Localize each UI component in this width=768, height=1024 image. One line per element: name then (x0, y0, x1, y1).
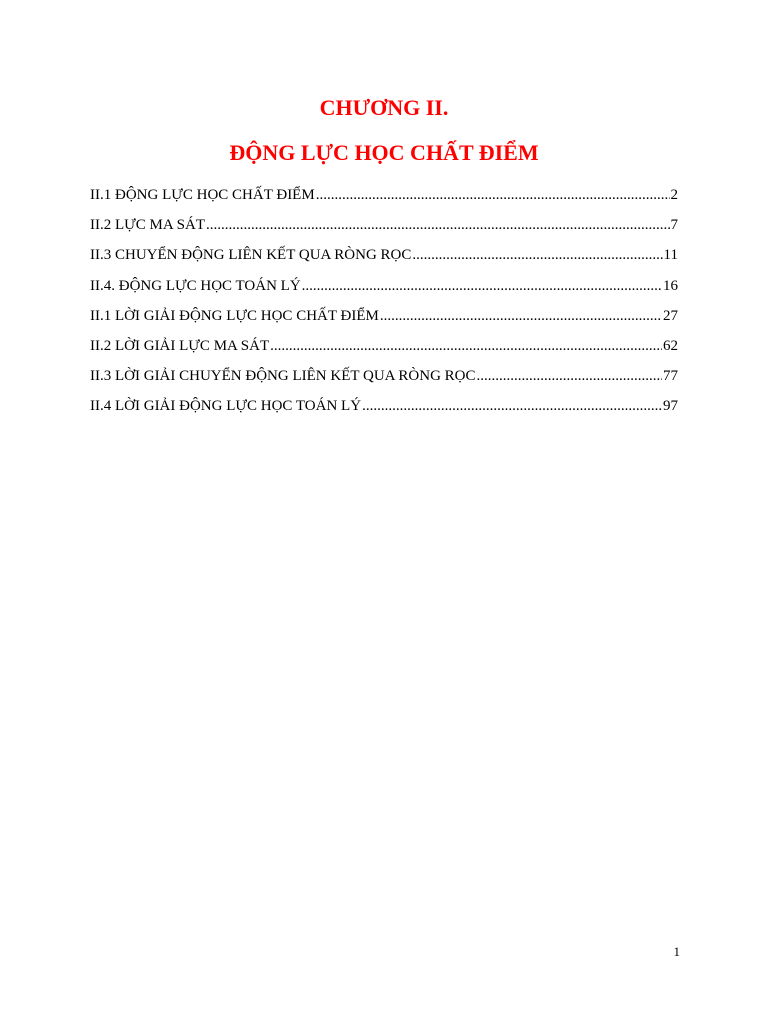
toc-entry-page: 62 (663, 337, 678, 354)
toc-entry-page: 97 (663, 398, 678, 415)
toc-dot-leader (270, 331, 662, 361)
toc-entry-page: 11 (663, 247, 678, 264)
toc-dot-leader (316, 180, 670, 210)
page-number: 1 (673, 944, 680, 959)
toc-dot-leader (362, 391, 662, 421)
toc-entry-page: 16 (663, 277, 678, 294)
chapter-title: ĐỘNG LỰC HỌC CHẤT ĐIỂM (229, 140, 539, 165)
toc-entry-page: 7 (670, 217, 678, 234)
toc-entry-title: II.3 LỜI GIẢI CHUYỂN ĐỘNG LIÊN KẾT QUA RÒNG RỌC (90, 368, 476, 385)
toc-entry[interactable] (90, 271, 678, 301)
toc-entry[interactable] (90, 301, 678, 331)
toc-entry-page: 77 (663, 368, 678, 385)
chapter-heading: CHƯƠNG II. (319, 95, 449, 120)
toc-entry-page: 27 (663, 307, 678, 324)
toc-entry-title: II.3 CHUYỂN ĐỘNG LIÊN KẾT QUA RÒNG RỌC (90, 247, 412, 264)
table-of-contents (90, 180, 678, 422)
toc-entry[interactable] (90, 391, 678, 421)
toc-entry-title: II.2 LỜI GIẢI LỰC MA SÁT (90, 337, 270, 354)
toc-entry-title: II.1 LỜI GIẢI ĐỘNG LỰC HỌC CHẤT ĐIỂM (90, 307, 379, 324)
toc-entry-title: II.4. ĐỘNG LỰC HỌC TOÁN LÝ (90, 277, 301, 294)
toc-entry[interactable] (90, 361, 678, 391)
toc-entry-title: II.1 ĐỘNG LỰC HỌC CHẤT ĐIỂM (90, 187, 315, 203)
toc-entry-title: II.4 LỜI GIẢI ĐỘNG LỰC HỌC TOÁN LÝ (90, 398, 362, 415)
toc-dot-leader (206, 210, 670, 240)
toc-dot-leader (477, 361, 662, 391)
toc-dot-leader (412, 240, 662, 270)
toc-entry[interactable] (90, 240, 678, 270)
toc-dot-leader (380, 301, 662, 331)
toc-entry-page: 2 (670, 187, 678, 203)
toc-entry-title: II.2 LỰC MA SÁT (90, 217, 205, 234)
toc-entry[interactable] (90, 210, 678, 240)
toc-dot-leader (302, 271, 662, 301)
toc-entry[interactable] (90, 331, 678, 361)
toc-entry[interactable] (90, 180, 678, 210)
